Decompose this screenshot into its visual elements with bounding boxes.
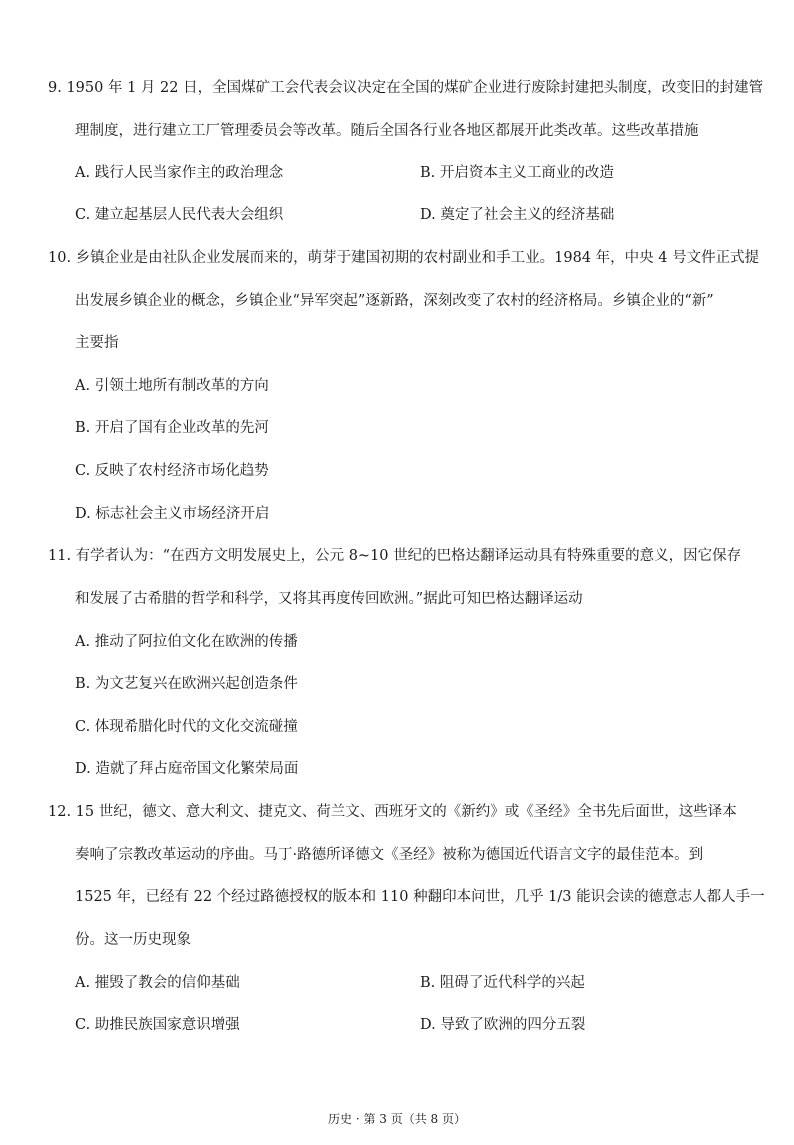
question-stem-line: 10. 乡镇企业是由社队企业发展而来的，萌芽于建国初期的农村副业和手工业。1984 年，中央 4 号文件正式提 (48, 250, 760, 266)
page-footer: 历史 · 第 3 页（共 8 页） (328, 1112, 466, 1126)
option-d: D. 标志社会主义市场经济开启 (75, 506, 270, 522)
question-stem-line: 9. 1950 年 1 月 22 日，全国煤矿工会代表会议决定在全国的煤矿企业进行废除封建把头制度，改变旧的封建管 (48, 80, 764, 96)
question-stem-line: 理制度，进行建立工厂管理委员会等改革。随后全国各行业各地区都展开此类改革。这些改革措施 (75, 123, 699, 139)
question-stem-line: 奏响了宗教改革运动的序曲。马丁·路德所译德文《圣经》被称为德国近代语言文字的最佳范本。到 (75, 847, 704, 863)
option-c: C. 体现希腊化时代的文化交流碰撞 (75, 719, 298, 735)
option-a: A. 推动了阿拉伯文化在欧洲的传播 (75, 634, 298, 650)
option-c: C. 建立起基层人民代表大会组织 (75, 207, 284, 223)
question-stem-line: 份。这一历史现象 (75, 932, 191, 948)
option-b: B. 阻碍了近代科学的兴起 (420, 975, 585, 991)
option-a: A. 践行人民当家作主的政治理念 (75, 165, 284, 181)
question-stem-line: 和发展了古希腊的哲学和科学，又将其再度传回欧洲。”据此可知巴格达翻译运动 (75, 591, 583, 607)
option-c: C. 助推民族国家意识增强 (75, 1017, 240, 1033)
question-stem-line: 12. 15 世纪，德文、意大利文、捷克文、荷兰文、西班牙文的《新约》或《圣经》全书先后面世，这些译本 (48, 804, 737, 820)
option-d: D. 奠定了社会主义的经济基础 (420, 207, 615, 223)
option-d: D. 导致了欧洲的四分五裂 (420, 1017, 586, 1033)
question-stem-line: 主要指 (75, 335, 119, 351)
option-b: B. 开启资本主义工商业的改造 (420, 165, 614, 181)
question-stem-line: 1525 年，已经有 22 个经过路德授权的版本和 110 种翻印本问世，几乎 1/3 能识会读的德意志人都人手一 (75, 889, 765, 905)
option-b: B. 开启了国有企业改革的先河 (75, 420, 269, 436)
option-d: D. 造就了拜占庭帝国文化繁荣局面 (75, 761, 299, 777)
option-a: A. 摧毁了教会的信仰基础 (75, 975, 240, 991)
question-stem-line: 出发展乡镇企业的概念，乡镇企业“异军突起”逐新路，深刻改变了农村的经济格局。乡镇企业的“新” (75, 293, 714, 309)
question-stem-line: 11. 有学者认为：“在西方文明发展史上，公元 8~10 世纪的巴格达翻译运动具有特殊重要的意义，因它保存 (48, 548, 742, 564)
option-b: B. 为文艺复兴在欧洲兴起创造条件 (75, 676, 298, 692)
option-a: A. 引领土地所有制改革的方向 (75, 378, 269, 394)
option-c: C. 反映了农村经济市场化趋势 (75, 463, 269, 479)
